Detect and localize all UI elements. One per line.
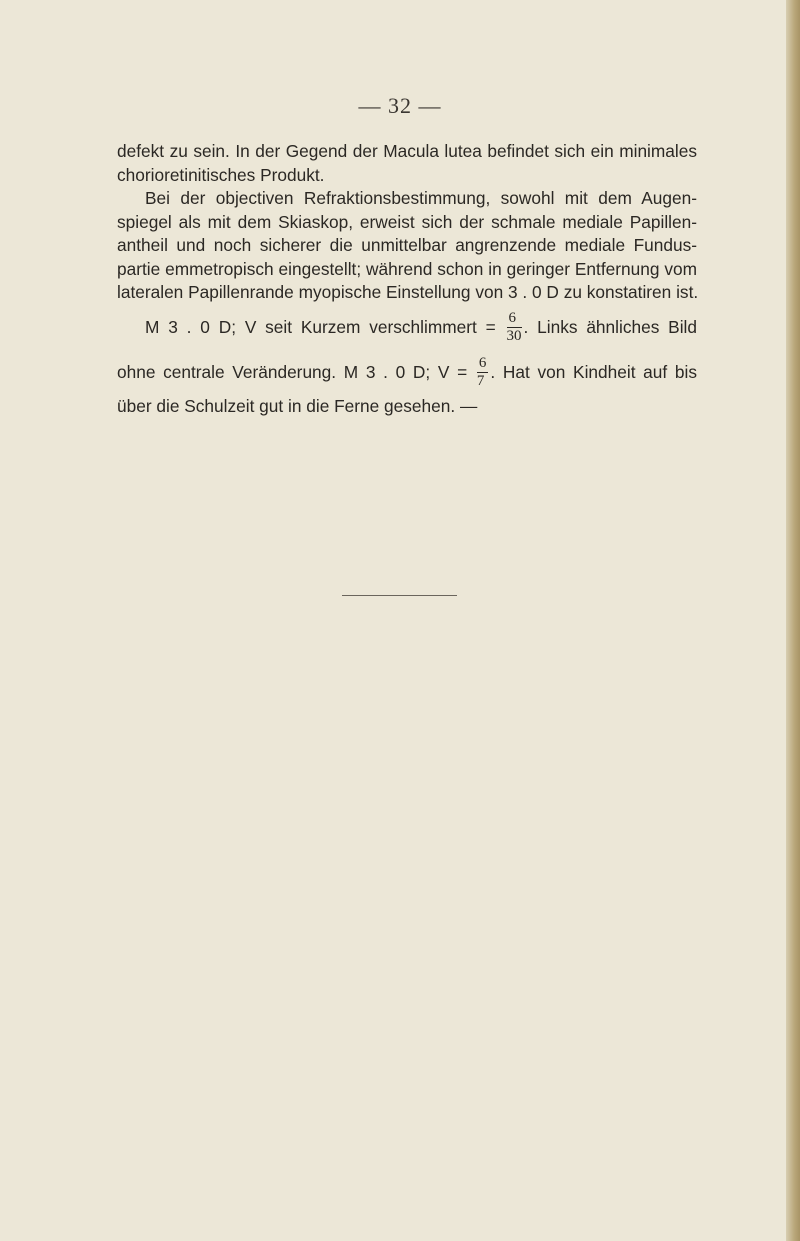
text-line: partie emmetropisch eingestellt; während schon in geringer Entfernung vom [117, 258, 697, 279]
fraction-denominator: 30 [506, 328, 522, 345]
section-divider [342, 595, 457, 596]
text-line: lateralen Papillenrande myopische Einstellung von 3 . 0 D zu konstatiren ist. [117, 282, 699, 302]
text-segment: ohne centrale Veränderung. M 3 . 0 D; V = [117, 361, 468, 382]
text-segment: M 3 . 0 D; V seit Kurzem verschlimmert = [145, 316, 496, 337]
text-line: antheil und noch sicherer die unmittelbar angrenzende mediale Fundus- [117, 235, 697, 255]
fraction-denominator: 7 [476, 373, 485, 390]
fraction-numerator: 6 [507, 311, 522, 328]
fraction [477, 356, 489, 389]
page-edge [786, 0, 800, 1241]
text-line: Bei der objectiven Refraktionsbestimmung, sowohl mit dem Augen- [145, 188, 697, 208]
page-number: — 32 — [358, 93, 442, 118]
text-segment: . Links ähnliches Bild [523, 316, 697, 337]
fraction-numerator: 6 [478, 355, 487, 372]
text-line: spiegel als mit dem Skiaskop, erweist sich der schmale mediale Papillen- [117, 211, 697, 232]
text-line-with-fraction [117, 350, 697, 395]
text-line-with-fraction [117, 305, 697, 350]
body-text [117, 140, 697, 418]
text-line: über die Schulzeit gut in die Ferne gesehen. — [117, 395, 478, 416]
fraction [507, 311, 522, 344]
text-line: defekt zu sein. In der Gegend der Macula lutea befindet sich ein minimales [117, 141, 697, 161]
text-line: chorioretinitisches Produkt. [117, 164, 325, 185]
text-segment: . Hat von Kindheit auf bis [490, 361, 697, 382]
